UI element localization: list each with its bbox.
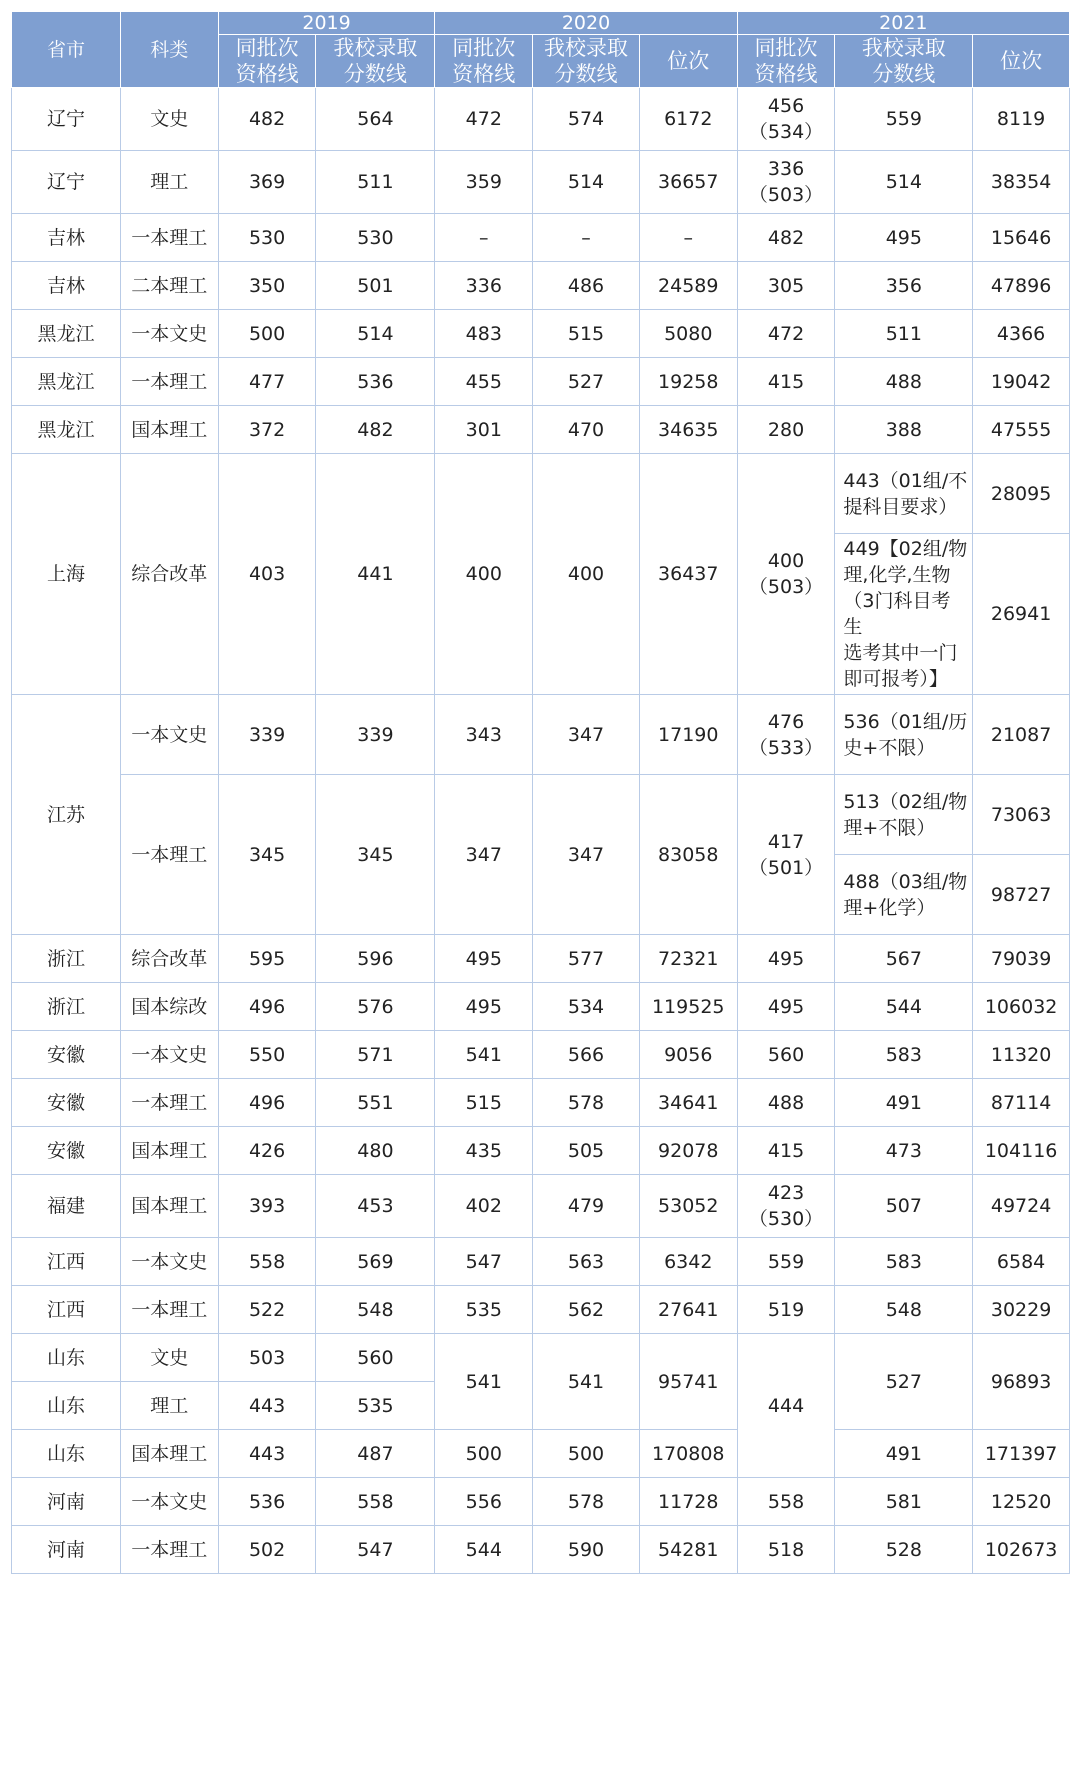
cell-2021-rank: 19042 [973, 358, 1070, 406]
table-row [12, 88, 1070, 151]
cell-2021-school: 544 [835, 983, 973, 1031]
cell-2021-school: 491 [835, 1079, 973, 1127]
cell-2019-batch: 595 [218, 935, 316, 983]
cell-2021-batch: 558 [737, 1478, 835, 1526]
cell-2020-batch: 541 [435, 1334, 533, 1430]
cell-2019-school: 560 [316, 1334, 435, 1382]
cell-2021-batch: 559 [737, 1238, 835, 1286]
cell-2021-school-group-03: 488（03组/物 理+化学） [835, 855, 973, 935]
cell-2020-school: 534 [533, 983, 640, 1031]
cell-2021-rank: 47555 [973, 406, 1070, 454]
cell-2020-batch: 495 [435, 935, 533, 983]
cell-2021-school: 527 [835, 1334, 973, 1430]
cell-2021-rank: 11320 [973, 1031, 1070, 1079]
cell-2020-batch: 301 [435, 406, 533, 454]
cell-2019-batch: 426 [218, 1127, 316, 1175]
cell-2019-school: 482 [316, 406, 435, 454]
cell-2020-rank: 5080 [639, 310, 737, 358]
cell-2020-batch: 535 [435, 1286, 533, 1334]
header-2019-batch-line: 同批次 资格线 [218, 35, 316, 88]
cell-province: 河南 [12, 1478, 121, 1526]
cell-2021-rank: 171397 [973, 1430, 1070, 1478]
cell-2021-rank: 87114 [973, 1079, 1070, 1127]
cell-2021-batch: 305 [737, 262, 835, 310]
cell-category: 一本理工 [120, 214, 218, 262]
cell-province: 山东 [12, 1334, 121, 1382]
cell-2020-batch: 400 [435, 454, 533, 695]
cell-category: 一本理工 [120, 358, 218, 406]
cell-province: 安徽 [12, 1031, 121, 1079]
cell-category: 一本文史 [120, 310, 218, 358]
header-category: 科类 [120, 12, 218, 88]
cell-2020-school: 590 [533, 1526, 640, 1574]
cell-province: 吉林 [12, 214, 121, 262]
header-2021-school-line: 我校录取 分数线 [835, 35, 973, 88]
cell-province: 黑龙江 [12, 310, 121, 358]
table-row [12, 1079, 1070, 1127]
cell-2021-rank: 79039 [973, 935, 1070, 983]
cell-2021-rank: 4366 [973, 310, 1070, 358]
cell-2021-rank: 49724 [973, 1175, 1070, 1238]
cell-province: 浙江 [12, 935, 121, 983]
cell-2020-batch: 541 [435, 1031, 533, 1079]
cell-category: 综合改革 [120, 454, 218, 695]
cell-2020-batch: 547 [435, 1238, 533, 1286]
cell-province: 辽宁 [12, 88, 121, 151]
cell-2020-rank: 54281 [639, 1526, 737, 1574]
cell-2020-school: 505 [533, 1127, 640, 1175]
table-row [12, 406, 1070, 454]
cell-2020-school: 574 [533, 88, 640, 151]
table-row [12, 151, 1070, 214]
cell-2021-rank: 6584 [973, 1238, 1070, 1286]
cell-2020-batch: – [435, 214, 533, 262]
cell-2021-school-group-01: 443（01组/不 提科目要求） [835, 454, 973, 534]
cell-2019-batch: 350 [218, 262, 316, 310]
cell-2020-batch: 359 [435, 151, 533, 214]
cell-2021-rank: 38354 [973, 151, 1070, 214]
cell-2021-school: 473 [835, 1127, 973, 1175]
cell-2020-batch: 500 [435, 1430, 533, 1478]
cell-2021-school: 491 [835, 1430, 973, 1478]
cell-2021-rank: 21087 [973, 695, 1070, 775]
cell-2020-school: 347 [533, 775, 640, 935]
table-row [12, 262, 1070, 310]
cell-2021-rank: 73063 [973, 775, 1070, 855]
cell-2020-rank: – [639, 214, 737, 262]
cell-2019-school: 480 [316, 1127, 435, 1175]
cell-2020-school: 500 [533, 1430, 640, 1478]
cell-province: 黑龙江 [12, 406, 121, 454]
table-row [12, 1430, 1070, 1478]
cell-category: 一本文史 [120, 1238, 218, 1286]
header-2020-batch-line: 同批次 资格线 [435, 35, 533, 88]
table-row [12, 1478, 1070, 1526]
cell-2020-batch: 343 [435, 695, 533, 775]
cell-2021-rank: 8119 [973, 88, 1070, 151]
cell-2020-school: 486 [533, 262, 640, 310]
cell-2020-batch: 336 [435, 262, 533, 310]
cell-2021-batch: 417 （501） [737, 775, 835, 935]
table-row [12, 310, 1070, 358]
cell-2019-school: 551 [316, 1079, 435, 1127]
cell-2019-school: 547 [316, 1526, 435, 1574]
cell-province: 黑龙江 [12, 358, 121, 406]
cell-2021-rank: 26941 [973, 534, 1070, 695]
cell-category: 二本理工 [120, 262, 218, 310]
cell-2019-batch: 503 [218, 1334, 316, 1382]
cell-2019-school: 536 [316, 358, 435, 406]
cell-2021-batch: 400 （503） [737, 454, 835, 695]
cell-2020-school: 578 [533, 1478, 640, 1526]
cell-province: 河南 [12, 1526, 121, 1574]
cell-2019-school: 576 [316, 983, 435, 1031]
cell-category: 国本理工 [120, 1175, 218, 1238]
cell-2020-rank: 11728 [639, 1478, 737, 1526]
cell-category: 国本理工 [120, 406, 218, 454]
header-2019-school-line: 我校录取 分数线 [316, 35, 435, 88]
cell-2021-school-group-01: 536（01组/历 史+不限） [835, 695, 973, 775]
cell-2020-school: 470 [533, 406, 640, 454]
cell-2020-rank: 53052 [639, 1175, 737, 1238]
cell-2020-school: 527 [533, 358, 640, 406]
cell-2020-school: 479 [533, 1175, 640, 1238]
cell-2020-batch: 472 [435, 88, 533, 151]
cell-2020-rank: 72321 [639, 935, 737, 983]
cell-2020-rank: 9056 [639, 1031, 737, 1079]
cell-2019-school: 441 [316, 454, 435, 695]
cell-2019-batch: 403 [218, 454, 316, 695]
cell-province: 山东 [12, 1382, 121, 1430]
cell-2021-school: 507 [835, 1175, 973, 1238]
cell-category: 文史 [120, 1334, 218, 1382]
cell-2020-batch: 435 [435, 1127, 533, 1175]
cell-2021-batch: 518 [737, 1526, 835, 1574]
cell-2020-rank: 92078 [639, 1127, 737, 1175]
cell-province: 安徽 [12, 1079, 121, 1127]
cell-2020-school: 515 [533, 310, 640, 358]
header-year-2021: 2021 [737, 12, 1069, 35]
cell-2019-school: 514 [316, 310, 435, 358]
header-province: 省市 [12, 12, 121, 88]
cell-2019-batch: 522 [218, 1286, 316, 1334]
cell-2019-school: 569 [316, 1238, 435, 1286]
cell-2020-school: 347 [533, 695, 640, 775]
cell-province: 安徽 [12, 1127, 121, 1175]
cell-2020-school: 577 [533, 935, 640, 983]
cell-province: 山东 [12, 1430, 121, 1478]
cell-2019-school: 558 [316, 1478, 435, 1526]
cell-category: 理工 [120, 1382, 218, 1430]
table-row [12, 358, 1070, 406]
cell-2021-rank: 96893 [973, 1334, 1070, 1430]
cell-2021-batch: 415 [737, 1127, 835, 1175]
cell-category: 一本文史 [120, 1478, 218, 1526]
cell-province: 浙江 [12, 983, 121, 1031]
cell-2019-batch: 477 [218, 358, 316, 406]
cell-2020-batch: 556 [435, 1478, 533, 1526]
cell-2021-school: 388 [835, 406, 973, 454]
cell-2020-batch: 515 [435, 1079, 533, 1127]
cell-2019-school: 530 [316, 214, 435, 262]
cell-2019-batch: 393 [218, 1175, 316, 1238]
cell-category: 国本理工 [120, 1127, 218, 1175]
cell-2020-rank: 27641 [639, 1286, 737, 1334]
cell-2020-batch: 495 [435, 983, 533, 1031]
cell-category: 理工 [120, 151, 218, 214]
cell-2020-batch: 455 [435, 358, 533, 406]
header-2020-school-line: 我校录取 分数线 [533, 35, 640, 88]
cell-2020-school: 400 [533, 454, 640, 695]
cell-2019-school: 453 [316, 1175, 435, 1238]
cell-2021-rank: 102673 [973, 1526, 1070, 1574]
cell-2021-school: 488 [835, 358, 973, 406]
cell-2021-batch: 472 [737, 310, 835, 358]
cell-2019-batch: 345 [218, 775, 316, 935]
table-row [12, 695, 1070, 775]
cell-province: 福建 [12, 1175, 121, 1238]
cell-2021-batch: 495 [737, 935, 835, 983]
admission-score-table [11, 11, 1070, 1574]
cell-2019-batch: 496 [218, 1079, 316, 1127]
cell-2021-batch: 560 [737, 1031, 835, 1079]
table-row [12, 1286, 1070, 1334]
cell-2019-batch: 369 [218, 151, 316, 214]
cell-2019-school: 548 [316, 1286, 435, 1334]
cell-province: 江西 [12, 1238, 121, 1286]
cell-2019-school: 564 [316, 88, 435, 151]
cell-2019-school: 501 [316, 262, 435, 310]
cell-2020-rank: 17190 [639, 695, 737, 775]
cell-2019-school: 339 [316, 695, 435, 775]
cell-2021-school: 583 [835, 1031, 973, 1079]
cell-2021-batch: 519 [737, 1286, 835, 1334]
cell-2019-batch: 372 [218, 406, 316, 454]
header-2020-rank: 位次 [639, 35, 737, 88]
cell-2019-batch: 558 [218, 1238, 316, 1286]
cell-category: 国本综改 [120, 983, 218, 1031]
header-year-2019: 2019 [218, 12, 435, 35]
cell-2021-rank: 47896 [973, 262, 1070, 310]
cell-province: 吉林 [12, 262, 121, 310]
cell-2020-rank: 119525 [639, 983, 737, 1031]
table-row [12, 214, 1070, 262]
cell-2020-rank: 19258 [639, 358, 737, 406]
cell-2021-school: 567 [835, 935, 973, 983]
cell-2021-batch: 444 [737, 1334, 835, 1478]
cell-2021-school: 514 [835, 151, 973, 214]
cell-category: 一本理工 [120, 1079, 218, 1127]
table-row [12, 1031, 1070, 1079]
cell-2021-rank: 15646 [973, 214, 1070, 262]
cell-2019-batch: 500 [218, 310, 316, 358]
cell-2021-school: 495 [835, 214, 973, 262]
table-row [12, 1334, 1070, 1382]
table-row [12, 1526, 1070, 1574]
cell-category: 一本理工 [120, 1286, 218, 1334]
cell-2021-batch: 495 [737, 983, 835, 1031]
cell-province: 江苏 [12, 695, 121, 935]
cell-2019-school: 571 [316, 1031, 435, 1079]
cell-2020-school: 541 [533, 1334, 640, 1430]
cell-province: 江西 [12, 1286, 121, 1334]
cell-2020-batch: 544 [435, 1526, 533, 1574]
cell-2021-batch: 488 [737, 1079, 835, 1127]
cell-2020-rank: 6172 [639, 88, 737, 151]
cell-2020-rank: 36657 [639, 151, 737, 214]
cell-2019-batch: 339 [218, 695, 316, 775]
table-row [12, 775, 1070, 855]
cell-category: 国本理工 [120, 1430, 218, 1478]
cell-2019-school: 596 [316, 935, 435, 983]
cell-2021-batch: 423 （530） [737, 1175, 835, 1238]
cell-2021-rank: 30229 [973, 1286, 1070, 1334]
cell-2021-rank: 12520 [973, 1478, 1070, 1526]
cell-2021-batch: 280 [737, 406, 835, 454]
cell-2020-rank: 6342 [639, 1238, 737, 1286]
cell-province: 辽宁 [12, 151, 121, 214]
cell-2021-batch: 415 [737, 358, 835, 406]
cell-2021-school-group-02: 449【02组/物 理,化学,生物 （3门科目考生 选考其中一门 即可报考）】 [835, 534, 973, 695]
cell-2019-batch: 550 [218, 1031, 316, 1079]
cell-2019-school: 345 [316, 775, 435, 935]
cell-2020-school: 562 [533, 1286, 640, 1334]
header-year-2020: 2020 [435, 12, 737, 35]
cell-2020-school: 578 [533, 1079, 640, 1127]
cell-2020-school: 514 [533, 151, 640, 214]
cell-2021-school: 548 [835, 1286, 973, 1334]
cell-2020-rank: 34635 [639, 406, 737, 454]
table-row [12, 935, 1070, 983]
cell-category: 一本文史 [120, 695, 218, 775]
header-2021-batch-line: 同批次 资格线 [737, 35, 835, 88]
cell-category: 一本文史 [120, 1031, 218, 1079]
cell-2019-school: 535 [316, 1382, 435, 1430]
cell-province: 上海 [12, 454, 121, 695]
cell-2021-rank: 104116 [973, 1127, 1070, 1175]
table-row [12, 1175, 1070, 1238]
cell-2021-rank: 28095 [973, 454, 1070, 534]
cell-2019-batch: 496 [218, 983, 316, 1031]
cell-2021-batch: 336 （503） [737, 151, 835, 214]
cell-2020-batch: 347 [435, 775, 533, 935]
cell-category: 文史 [120, 88, 218, 151]
cell-2019-batch: 443 [218, 1382, 316, 1430]
cell-2021-batch: 476 （533） [737, 695, 835, 775]
cell-2019-school: 487 [316, 1430, 435, 1478]
cell-2019-batch: 502 [218, 1526, 316, 1574]
cell-2021-school: 356 [835, 262, 973, 310]
cell-2019-batch: 482 [218, 88, 316, 151]
cell-category: 综合改革 [120, 935, 218, 983]
cell-2020-rank: 83058 [639, 775, 737, 935]
cell-2021-school: 528 [835, 1526, 973, 1574]
cell-2021-batch: 456 （534） [737, 88, 835, 151]
cell-category: 一本理工 [120, 775, 218, 935]
cell-2020-school: 563 [533, 1238, 640, 1286]
cell-2019-school: 511 [316, 151, 435, 214]
cell-2021-rank: 98727 [973, 855, 1070, 935]
cell-2020-rank: 34641 [639, 1079, 737, 1127]
cell-2021-rank: 106032 [973, 983, 1070, 1031]
cell-2020-rank: 95741 [639, 1334, 737, 1430]
cell-2020-rank: 24589 [639, 262, 737, 310]
cell-2021-school: 511 [835, 310, 973, 358]
cell-2021-school-group-02: 513（02组/物 理+不限） [835, 775, 973, 855]
cell-2020-batch: 402 [435, 1175, 533, 1238]
cell-2020-school: 566 [533, 1031, 640, 1079]
cell-2020-rank: 36437 [639, 454, 737, 695]
header-2021-rank: 位次 [973, 35, 1070, 88]
table-row [12, 1238, 1070, 1286]
cell-2019-batch: 530 [218, 214, 316, 262]
cell-2019-batch: 536 [218, 1478, 316, 1526]
cell-2020-school: – [533, 214, 640, 262]
table-row [12, 1127, 1070, 1175]
cell-2021-school: 581 [835, 1478, 973, 1526]
cell-2021-batch: 482 [737, 214, 835, 262]
cell-2020-rank: 170808 [639, 1430, 737, 1478]
cell-2021-school: 583 [835, 1238, 973, 1286]
cell-category: 一本理工 [120, 1526, 218, 1574]
table-row [12, 983, 1070, 1031]
table-row [12, 454, 1070, 534]
cell-2019-batch: 443 [218, 1430, 316, 1478]
cell-2020-batch: 483 [435, 310, 533, 358]
cell-2021-school: 559 [835, 88, 973, 151]
